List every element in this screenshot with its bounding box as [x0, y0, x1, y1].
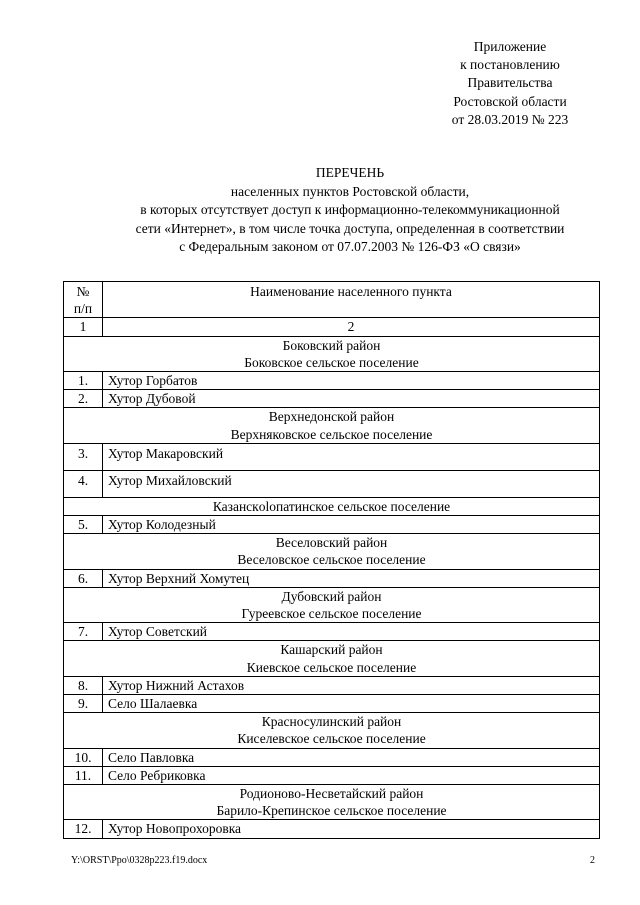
header-name-cell: Наименование населенного пункта: [103, 282, 600, 318]
row-number-cell: 8.: [64, 676, 103, 694]
table-group-row: [64, 336, 600, 371]
settlement-name-cell: Хутор Макаровский: [103, 443, 600, 470]
document-title: [70, 164, 630, 257]
settlement-name-cell: Хутор Горбатов: [103, 372, 600, 390]
row-number-cell: 2.: [64, 390, 103, 408]
table-row: [64, 695, 600, 713]
settlement-name-cell: Село Ребриковка: [103, 766, 600, 784]
settlement-name-cell: Хутор Новопрохоровка: [103, 820, 600, 838]
group-cell: [64, 713, 600, 748]
table-group-row: [64, 497, 600, 515]
appendix-line: Приложение: [473, 39, 547, 54]
group-cell: [64, 408, 600, 443]
table-group-row: [64, 785, 600, 820]
group-subtitle: Гуреевское сельское поселение: [241, 606, 422, 622]
group-cell: [64, 785, 600, 820]
column-number-cell: 2: [103, 318, 600, 336]
group-title: Веселовский район: [275, 535, 388, 551]
settlement-name-cell: Хутор Советский: [103, 623, 600, 641]
group-subtitle: Киевское сельское поселение: [246, 659, 417, 675]
group-cell: [64, 336, 600, 371]
settlement-name-cell: Хутор Нижний Астахов: [103, 676, 600, 694]
group-subtitle: Киселевское сельское поселение: [237, 731, 426, 747]
group-cell: [64, 497, 600, 515]
group-subtitle: Веселовское сельское поселение: [237, 552, 426, 568]
group-cell: [64, 534, 600, 569]
title-line: с Федеральным законом от 07.07.2003 № 126-ФЗ «О связи»: [179, 239, 521, 255]
group-title: Казанскolопатинское сельское поселение: [212, 498, 451, 514]
group-title: Боковский район: [282, 337, 381, 353]
table-row: [64, 820, 600, 838]
table-row: [64, 766, 600, 784]
group-title: Красносулинский район: [261, 714, 402, 730]
settlement-name-cell: Хутор Михайловский: [103, 470, 600, 497]
appendix-line: Правительства: [467, 75, 553, 91]
row-number-cell: 5.: [64, 516, 103, 534]
table-row: [64, 748, 600, 766]
row-number-cell: 7.: [64, 623, 103, 641]
row-number-cell: 3.: [64, 443, 103, 470]
group-title: Верхнедонской район: [268, 409, 395, 425]
appendix-line: к постановлению: [460, 57, 560, 73]
appendix-line: Ростовской области: [453, 93, 567, 109]
header-number-cell: № п/п: [64, 282, 103, 318]
settlement-name-cell: Хутор Дубовой: [103, 390, 600, 408]
group-title: Кашарский район: [280, 642, 383, 658]
group-subtitle: Боковское сельское поселение: [244, 354, 419, 370]
group-subtitle: Верхняковское сельское поселение: [230, 426, 433, 442]
title-line: населенных пунктов Ростовской области,: [230, 183, 470, 199]
row-number-cell: 12.: [64, 820, 103, 838]
appendix-line: от 28.03.2019 № 223: [451, 111, 569, 127]
row-number-cell: 11.: [64, 766, 103, 784]
table-group-row: [64, 534, 600, 569]
settlement-name-cell: Хутор Колодезный: [103, 516, 600, 534]
footer-page-number: 2: [590, 855, 595, 866]
table-row: [64, 676, 600, 694]
group-title: Дубовский район: [281, 588, 382, 604]
table-row: [64, 470, 600, 497]
title-heading: ПЕРЕЧЕНЬ: [315, 165, 385, 180]
row-number-cell: 4.: [64, 470, 103, 497]
table-row: [64, 516, 600, 534]
table-group-row: [64, 408, 600, 443]
group-cell: [64, 641, 600, 676]
footer-file-path: Y:\ORST\Ppo\0328p223.f19.docx: [71, 855, 208, 866]
settlement-name-cell: Село Шалаевка: [103, 695, 600, 713]
table-group-row: [64, 587, 600, 622]
title-line: в которых отсутствует доступ к информационно-телекоммуникационной: [140, 202, 560, 218]
table-row: [64, 623, 600, 641]
settlement-name-cell: Хутор Верхний Хомутец: [103, 569, 600, 587]
column-number-row: [64, 318, 600, 336]
appendix-header: [410, 38, 610, 129]
row-number-cell: 10.: [64, 748, 103, 766]
settlements-table: [63, 281, 600, 839]
title-line: сети «Интернет», в том числе точка доступа, определенная в соответствии: [135, 220, 565, 236]
table-group-row: [64, 713, 600, 748]
group-title: Родионово-Несветайский район: [239, 786, 424, 802]
table-row: [64, 569, 600, 587]
table-group-row: [64, 641, 600, 676]
table-header-row: [64, 282, 600, 318]
column-number-cell: 1: [64, 318, 103, 336]
settlement-name-cell: Село Павловка: [103, 748, 600, 766]
row-number-cell: 1.: [64, 372, 103, 390]
table-row: [64, 443, 600, 470]
group-subtitle: Барило-Крепинское сельское поселение: [216, 803, 447, 819]
group-cell: [64, 587, 600, 622]
row-number-cell: 6.: [64, 569, 103, 587]
table-row: [64, 372, 600, 390]
table-row: [64, 390, 600, 408]
row-number-cell: 9.: [64, 695, 103, 713]
